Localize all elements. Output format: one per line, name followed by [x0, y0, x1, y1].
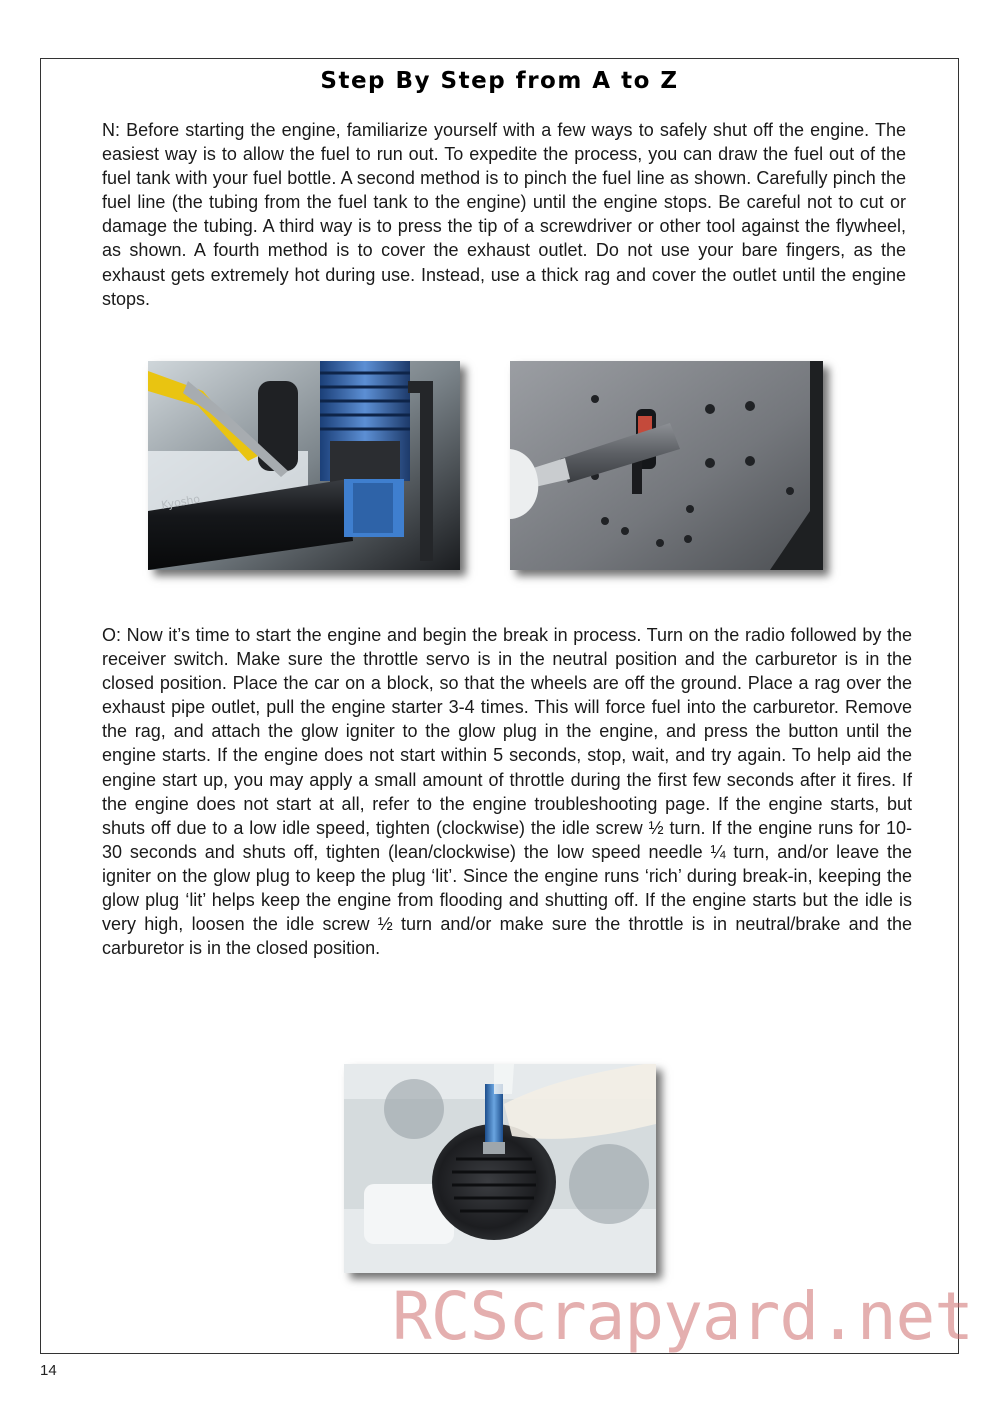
- glow-igniter-photo: [344, 1064, 656, 1273]
- engine-brand-label: Kyosho: [160, 492, 202, 512]
- fuel-line-pinch-photo: [148, 361, 460, 570]
- section-o-text: O: Now it’s time to start the engine and begin the break in process. Turn on the radio followed by the receiver switch. Make sure the throttle servo is in the neutral position and the carburetor is in the closed position. Place the car on a block, so that the wheels are off the ground. Place a rag over the exhaust pipe outlet, pull the engine starter 3-4 times. This will force fuel into the carburetor. Remove the rag, and attach the glow igniter to the glow plug in the engine, and press the button until the engine starts. If the engine does not start within 5 seconds, stop, wait, and try again. To help aid the engine start up, you may apply a small amount of throttle during the first few seconds after it fires. If the engine does not start at all, refer to the engine troubleshooting page. If the engine starts, but shuts off due to a low idle speed, tighten (clockwise) the idle screw ½ turn. If the engine runs for 10-30 seconds and shuts off, tighten (lean/clockwise) the low speed needle ¼ turn, and/or leave the igniter on the glow plug to keep the plug ‘lit’. Since the engine runs ‘rich’ during break-in, keeping the glow plug ‘lit’ helps keep the engine from flooding and shutting off. If the engine starts but the idle is very high, loosen the idle screw ½ turn and/or make sure the throttle is in neutral/brake and the carburetor is in the closed position.: [102, 625, 912, 959]
- section-n-text: N: Before starting the engine, familiarize yourself with a few ways to safely shut off the engine. The easiest way is to allow the fuel to run out. To expedite the process, you can draw the fuel out of the fuel tank with your fuel bottle. A second method is to pinch the fuel line as shown. Carefully pinch the fuel line (the tubing from the fuel tank to the engine) until the engine stops. Be careful not to cut or damage the tubing. A third way is to press the tip of a screwdriver or other tool against the flywheel, as shown. A fourth method is to cover the exhaust outlet. Do not use your bare fingers, as the exhaust gets extremely hot during use. Instead, use a thick rag and cover the outlet until the engine stops.: [102, 120, 906, 309]
- page-number: 14: [40, 1362, 57, 1379]
- flywheel-stop-photo: [510, 361, 823, 570]
- site-watermark: RCScrapyard.net: [392, 1278, 974, 1355]
- page-title: Step By Step from A to Z: [320, 68, 679, 94]
